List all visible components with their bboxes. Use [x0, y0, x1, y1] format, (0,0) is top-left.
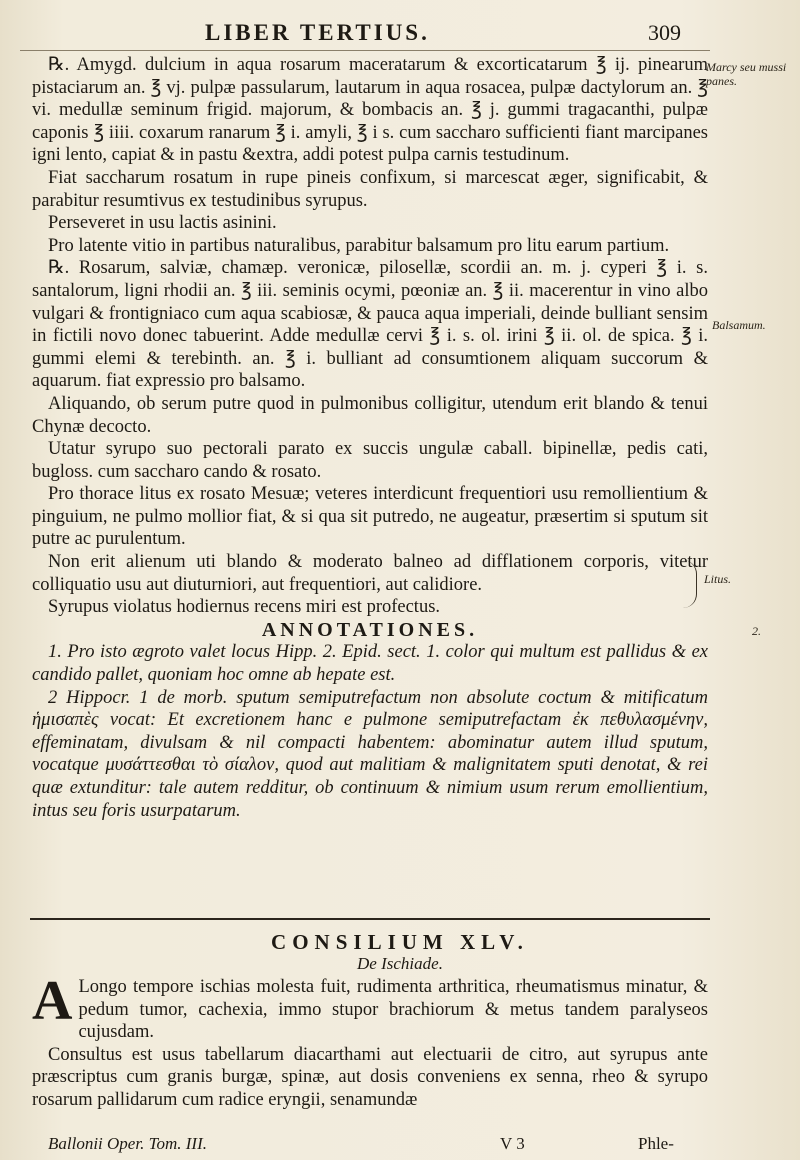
annotation-item: 1. Pro isto ægroto valet locus Hipp. 2. Epid. sect. 1. color qui multum est pallidus & ex candido pallet, quoniam hoc omne ab hepate est.: [32, 642, 708, 686]
paragraph: Aliquando, ob serum putre quod in pulmonibus colligitur, utendum erit blando & tenui Chynæ decocto.: [32, 393, 708, 437]
consilium-paragraph-text: Longo tempore ischias molesta fuit, rudimenta arthritica, rheumatismus minatur, & pedum tumor, cachexia, immo stupor brachiorum & metus tandem paralyseos cujusdam.: [78, 977, 708, 1043]
footer-catchword: Phle-: [638, 1134, 674, 1153]
page-number: 309: [648, 20, 681, 45]
paragraph: Pro thorace litus ex rosato Mesuæ; veteres interdicunt frequentiori usu remollientium & pinguium, ne pulmo mollior fiat, & si qua sit putredo, ne augeatur, præsertim si sputum sit putre ac purulentum.: [32, 484, 708, 550]
footer-volume: Ballonii Oper. Tom. III.: [48, 1134, 207, 1153]
paragraph: Fiat saccharum rosatum in rupe pineis confixum, si marcescat æger, significabit, & parabitur resumtivus ex testudinibus syrupus.: [32, 167, 708, 211]
consilium-paragraph: [32, 970, 708, 1044]
consilium-title: CONSILIUM XLV.: [271, 930, 529, 954]
drop-cap: A: [32, 970, 73, 1032]
header-rule: [20, 50, 710, 51]
paragraph: Utatur syrupo suo pectorali parato ex succis ungulæ caball. bipinellæ, pedis cati, bugloss. cum saccharo cando & rosato.: [32, 439, 708, 482]
paragraph: ℞. Amygd. dulcium in aqua rosarum maceratarum & excorticatarum ℥ ij. pinearum pistaciarum an. ℥ vj. pulpæ passularum, lautarum in aqua rosacea, pulpæ dactylorum an. ℥ vi. medullæ seminum frigid. majorum, & bombacis an. ℥ j. gummi tragacanthi, pulpæ caponis ℥ iiii. coxarum ranarum ℥ i. amyli, ℥ i s. cum saccharo sufficienti fiant marcipanes igni lento, capiat & in pastu &extra, addi potest pulpa carnis testudinum.: [32, 55, 708, 166]
annotation-item: 2 Hippocr. 1 de morb. sputum semiputrefactum non absolute coctum & mitificatum ἡμισαπὲς vocat: Et excretionem hanc e pulmone semiputrefactam ἐκ πεθυλασμένην, effeminatam, divulsam & nil compacti habentem: abominatur autem illud sputum, vocatque μυσάττεσθαι τὸ σίαλον, quod aut malitiam & malignitatem sputi denotat, & rei quæ extunditur: tale autem redditur, ob continuum & nimium usum rerum emollientium, intus seu foris usurpatarum.: [32, 687, 708, 821]
consilium-subtitle: De Ischiade.: [357, 954, 443, 973]
paragraph: Non erit alienum uti blando & moderato balneo ad difflationem corporis, vitetur colliquatio usu aut diuturniori, aut frequentiori, aut calidiore.: [32, 552, 708, 595]
running-title: LIBER TERTIUS.: [205, 20, 430, 45]
margin-note-balsamum: Balsamum.: [712, 318, 766, 332]
annotations-heading: ANNOTATIONES.: [261, 618, 479, 641]
paragraph: Pro latente vitio in partibus naturalibus, parabitur balsamum pro litu earum partium.: [48, 235, 670, 256]
page-footer: [0, 1134, 800, 1158]
main-text: [32, 54, 708, 822]
margin-note-marcipanes: Marcy seu mussi panes.: [706, 60, 787, 88]
paragraph: ℞. Rosarum, salviæ, chamæp. veronicæ, pilosellæ, scordii an. m. j. cyperi ℥ i. s. santalorum, ligni rhodii an. ℥ iii. seminis ocymi, pœoniæ an. ℥ ii. macerentur in vino albo vulgari & frontigniaco cum aqua scabiosæ, & pauca aqua imperiali, deinde bulliant sensim in fictili novo donec tabuerint. Adde medullæ cervi ℥ i. s. ol. irini ℥ ii. ol. de spica. ℥ i. gummi elemi & terebinth. an. ℥ i. bulliant ad consumtionem aliquam succorum & aquarum. fiat expressio pro balsamo.: [32, 258, 708, 392]
margin-note-two: 2.: [752, 624, 761, 638]
consilium-text: [32, 970, 708, 1112]
paragraph: Perseveret in usu lactis asinini.: [48, 213, 277, 234]
consilium-paragraph: Consultus est usus tabellarum diacarthami aut electuarii de citro, aut syrupus ante præscriptus cum granis burgæ, spinæ, aut dosis conveniens ex senna, rheo & syrupo rosarum pallidarum cum radice eryngii, senamundæ: [32, 1044, 708, 1110]
margin-note-litus: Litus.: [704, 572, 732, 586]
paragraph: Syrupus violatus hodiernus recens miri est profectus.: [48, 597, 441, 618]
footer-signature: V 3: [500, 1134, 525, 1153]
page-header: [0, 16, 800, 50]
section-divider: [30, 918, 710, 920]
